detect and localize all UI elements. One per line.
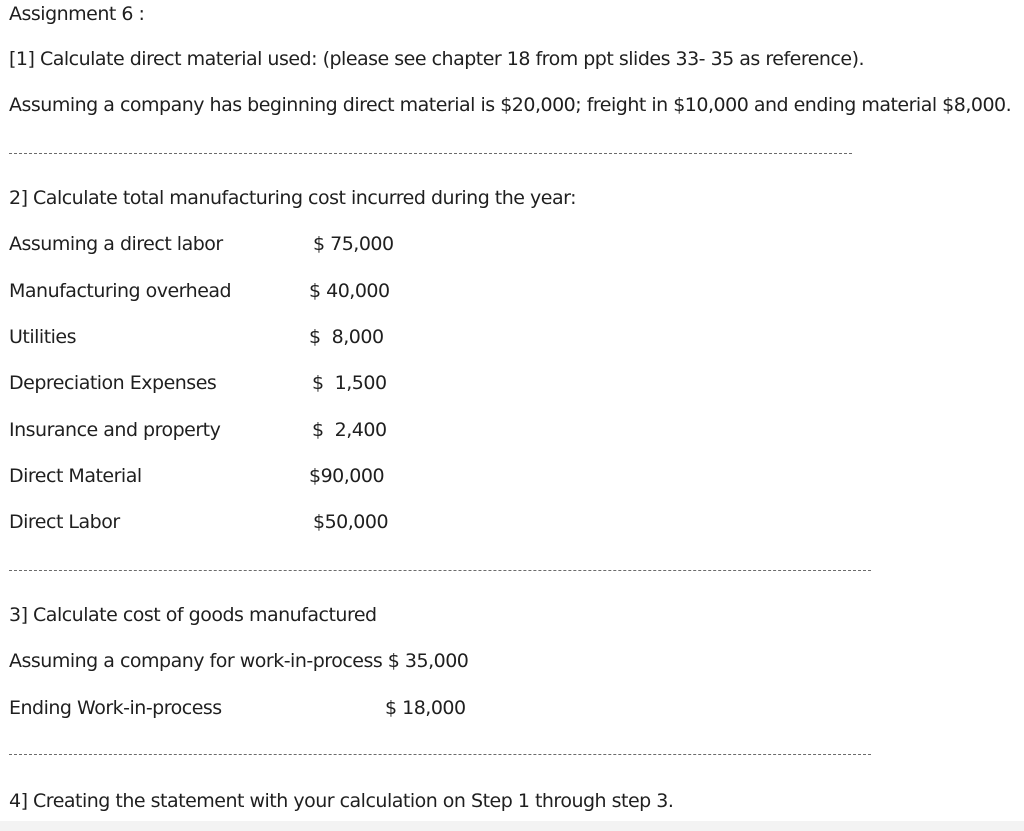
cost-label: Direct Labor — [9, 511, 120, 533]
cost-label: Direct Material — [9, 465, 142, 487]
cost-label: Depreciation Expenses — [9, 372, 217, 394]
cost-label: Utilities — [9, 326, 77, 348]
cost-amount: $ 8,000 — [309, 326, 384, 348]
cost-label: Insurance and property — [9, 419, 221, 441]
cost-amount: $ 40,000 — [309, 280, 390, 302]
q3-prompt: 3] Calculate cost of goods manufactured — [9, 604, 377, 626]
q4-prompt: 4] Creating the statement with your calculation on Step 1 through step 3. — [9, 790, 674, 812]
q1-prompt: [1] Calculate direct material used: (please see chapter 18 from ppt slides 33- 35 as reference). — [9, 48, 865, 70]
cost-amount: $50,000 — [313, 511, 389, 533]
section-divider-1 — [9, 153, 852, 154]
cost-amount: $90,000 — [309, 465, 385, 487]
q3-ending-wip-amount: $ 18,000 — [385, 697, 466, 719]
section-divider-3 — [9, 754, 871, 755]
q2-prompt: 2] Calculate total manufacturing cost incurred during the year: — [9, 187, 576, 209]
assignment-title: Assignment 6 : — [9, 3, 145, 25]
q3-ending-wip-label: Ending Work-in-process — [9, 697, 222, 719]
bottom-edge-bar — [0, 821, 1024, 831]
q1-details: Assuming a company has beginning direct material is $20,000; freight in $10,000 and ending material $8,000. — [9, 94, 1012, 116]
cost-amount: $ 75,000 — [313, 233, 394, 255]
cost-amount: $ 1,500 — [312, 372, 387, 394]
cost-label: Manufacturing overhead — [9, 280, 232, 302]
cost-label: Assuming a direct labor — [9, 233, 223, 255]
section-divider-2 — [9, 570, 871, 571]
cost-amount: $ 2,400 — [312, 419, 387, 441]
q3-beginning-wip: Assuming a company for work-in-process $ 35,000 — [9, 650, 469, 672]
